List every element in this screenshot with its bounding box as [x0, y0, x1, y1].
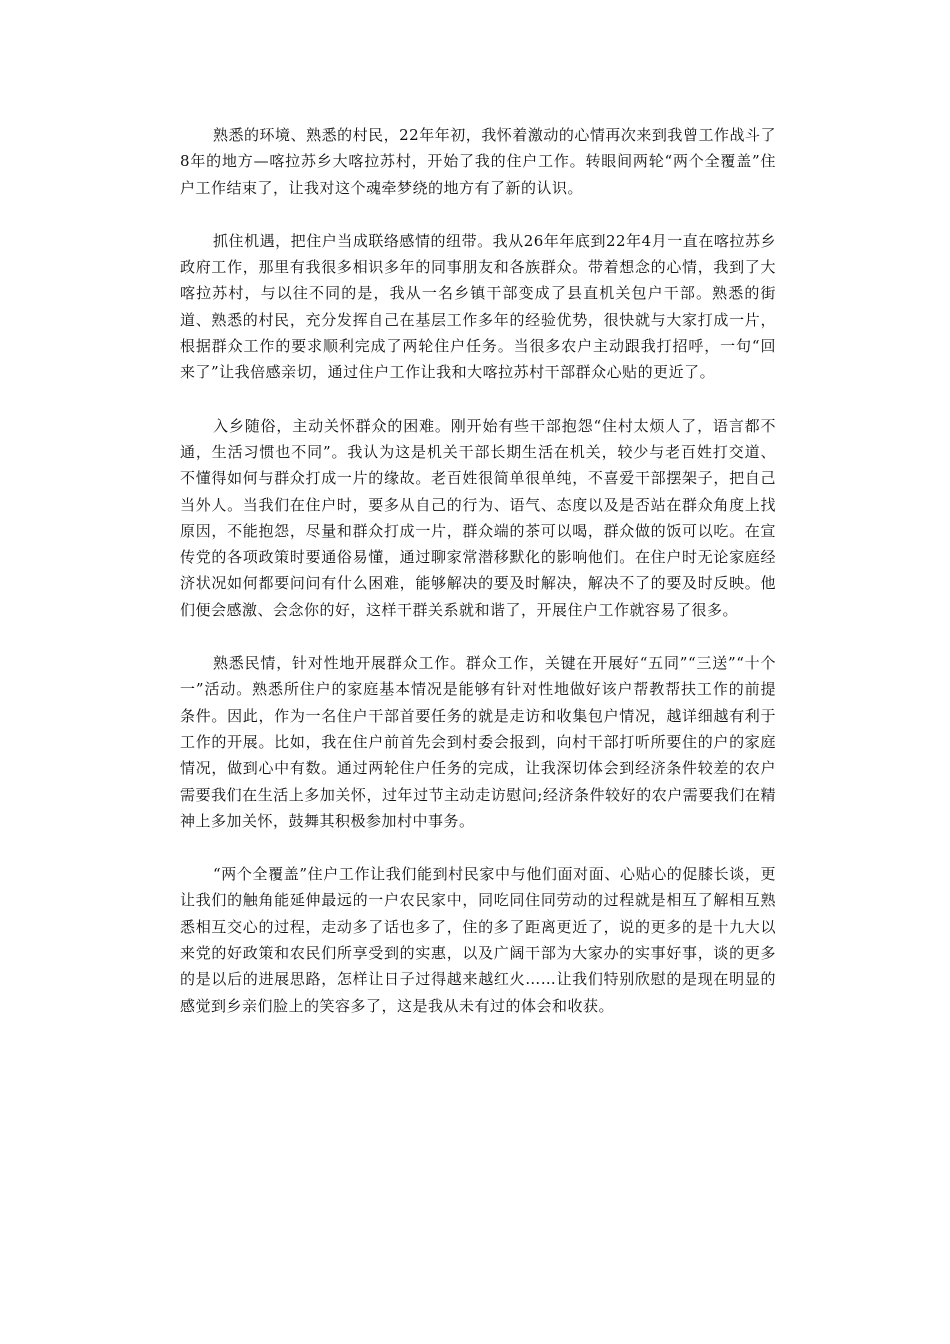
- paragraph-5: “两个全覆盖”住户工作让我们能到村民家中与他们面对面、心贴心的促膝长谈，更让我们的触角能延伸最远的一户农民家中，同吃同住同劳动的过程就是相互了解相互熟悉相互交心的过程，走动多了话也多了，住的多了距离更近了，说的更多的是十九大以来党的好政策和农民们所享受到的实惠，以及广阔干部为大家办的实事好事，谈的更多的是以后的进展思路，怎样让日子过得越来越红火……让我们特别欣慰的是现在明显的感觉到乡亲们脸上的笑容多了，这是我从未有过的体会和收获。: [180, 865, 776, 1015]
- document-page: [180, 122, 776, 1046]
- paragraph-2: 抓住机遇，把住户当成联络感情的纽带。我从26年年底到22年4月一直在喀拉苏乡政府工作，那里有我很多相识多年的同事朋友和各族群众。带着想念的心情，我到了大喀拉苏村，与以往不同的是，我从一名乡镇干部变成了县直机关包户干部。熟悉的街道、熟悉的村民，充分发挥自己在基层工作多年的经验优势，很快就与大家打成一片，根据群众工作的要求顺利完成了两轮住户任务。当很多农户主动跟我打招呼，一句“回来了”让我倍感亲切，通过住户工作让我和大喀拉苏村干部群众心贴的更近了。: [180, 231, 776, 382]
- paragraph-1: 熟悉的环境、熟悉的村民，22年年初，我怀着激动的心情再次来到我曾工作战斗了8年的地方—喀拉苏乡大喀拉苏村，开始了我的住户工作。转眼间两轮“两个全覆盖”住户工作结束了，让我对这个魂牵梦绕的地方有了新的认识。: [180, 126, 776, 197]
- paragraph-3: 入乡随俗，主动关怀群众的困难。刚开始有些干部抱怨“住村太烦人了，语言都不通，生活习惯也不同”。我认为这是机关干部长期生活在机关，较少与老百姓打交道、不懂得如何与群众打成一片的缘故。老百姓很简单很单纯，不喜爱干部摆架子，把自己当外人。当我们在住户时，要多从自己的行为、语气、态度以及是否站在群众角度上找原因，不能抱怨，尽量和群众打成一片，群众端的茶可以喝，群众做的饭可以吃。在宣传党的各项政策时要通俗易懂，通过聊家常潜移默化的影响他们。在住户时无论家庭经济状况如何都要问问有什么困难，能够解决的要及时解决，解决不了的要及时反映。他们便会感激、会念你的好，这样干群关系就和谐了，开展住户工作就容易了很多。: [180, 416, 776, 619]
- paragraph-4: 熟悉民情，针对性地开展群众工作。群众工作，关键在开展好“五同”“三送”“十个一”活动。熟悉所住户的家庭基本情况是能够有针对性地做好该户帮教帮扶工作的前提条件。因此，作为一名住户干部首要任务的就是走访和收集包户情况，越详细越有利于工作的开展。比如，我在住户前首先会到村委会报到，向村干部打听所要住的户的家庭情况，做到心中有数。通过两轮住户任务的完成，让我深切体会到经济条件较差的农户需要我们在生活上多加关怀，过年过节主动走访慰问;经济条件较好的农户需要我们在精神上多加关怀，鼓舞其积极参加村中事务。: [180, 654, 776, 830]
